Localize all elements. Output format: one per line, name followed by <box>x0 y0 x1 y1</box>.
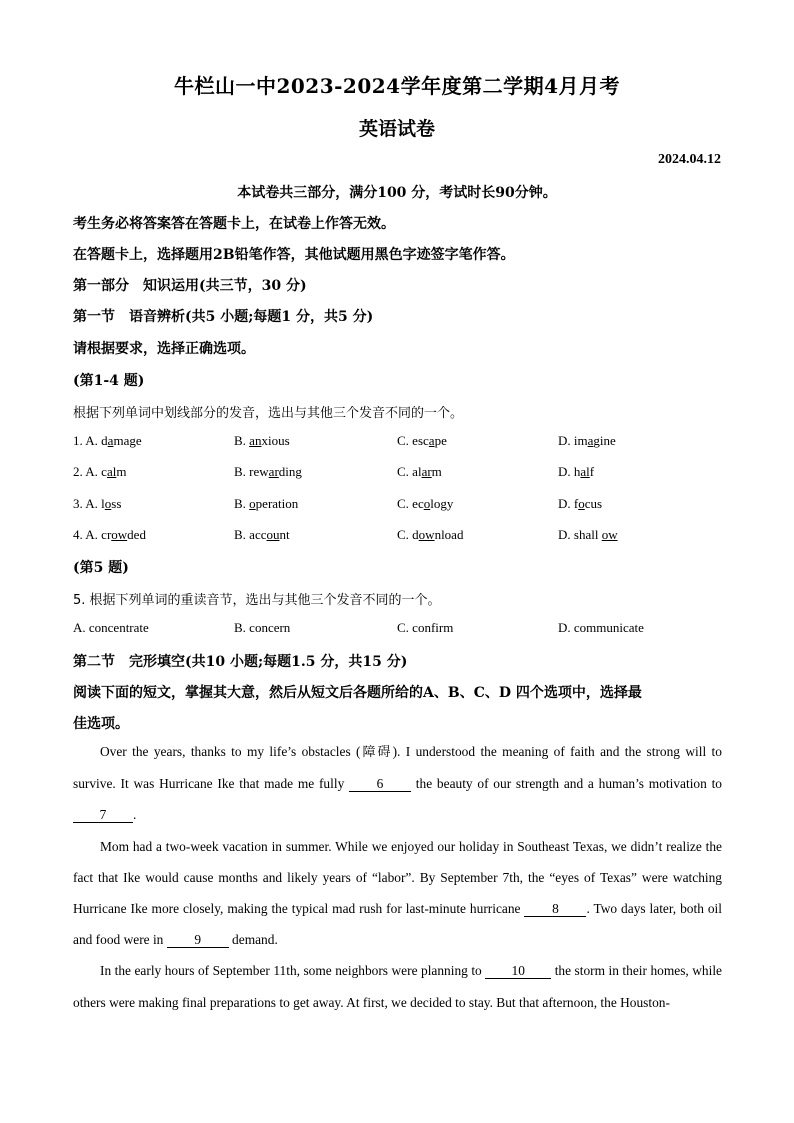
option-label: B. <box>234 433 250 448</box>
word-part: xious <box>261 433 290 448</box>
underlined-letters: a <box>587 433 594 448</box>
option-label: D. <box>558 527 574 542</box>
word-part: c <box>101 464 107 479</box>
exam-subtitle: 英语试卷 <box>358 118 435 140</box>
blank-6[interactable]: 6 <box>349 777 411 792</box>
underlined-letters: o <box>578 496 585 511</box>
word-part: im <box>573 433 588 448</box>
instruction-line-2: 考生务必将答案答在答题卡上，在试卷上作答无效。 <box>73 216 395 232</box>
word-part: al <box>412 464 422 479</box>
passage-text: . <box>133 807 137 823</box>
group2-label: (第5 题) <box>73 560 129 576</box>
word-part: cr <box>101 527 112 542</box>
group1-label: (第1-4 题) <box>73 373 145 389</box>
question-1-option-b <box>234 433 290 449</box>
word-part: h <box>573 464 581 479</box>
word-part: cus <box>584 496 603 511</box>
underlined-letters: o <box>104 496 112 511</box>
underlined-letters: o <box>423 496 431 511</box>
passage-gloss: 障碍 <box>360 745 393 760</box>
word-part: m <box>116 464 127 479</box>
option-label: D. <box>558 464 574 479</box>
option-label: C. <box>397 464 413 479</box>
question-1-option-c <box>397 433 447 449</box>
underlined-letters: al <box>106 464 117 479</box>
option-label: 1. A. <box>73 433 102 448</box>
option-label: 2. A. <box>73 464 102 479</box>
cloze-passage <box>73 736 722 1018</box>
passage-text: . Two days later, both oil and food were in <box>73 901 722 948</box>
instruction-line-1: 本试卷共三部分，满分100 分，考试时长90分钟。 <box>237 185 557 201</box>
question-2-option-a <box>73 464 126 480</box>
option-label: B. <box>234 464 250 479</box>
word-part: d <box>101 433 108 448</box>
passage-paragraph-1 <box>73 736 722 831</box>
passage-paragraph-3 <box>73 955 722 1017</box>
blank-9[interactable]: 9 <box>167 933 229 948</box>
underlined-letters: al <box>580 464 590 479</box>
passage-text: In the early hours of September 11th, some neighbors were planning to <box>100 963 486 979</box>
group1-instruction: 根据下列单词中划线部分的发音，选出与其他三个发音不同的一个。 <box>73 406 464 421</box>
question-3-option-d <box>558 496 602 512</box>
underlined-letters: an <box>249 433 262 448</box>
blank-10[interactable]: 10 <box>485 964 551 979</box>
word-part: f <box>573 496 579 511</box>
option-label: 4. A. <box>73 527 102 542</box>
word-part: ded <box>127 527 146 542</box>
exam-title: 牛栏山一中2023-2024学年度第二学期4月月考 <box>173 74 621 98</box>
q5-option-a: A. concentrate <box>73 620 149 635</box>
passage-paragraph-2 <box>73 831 722 956</box>
passage-text: ). I understood the meaning of faith and the strong will to survive. It was Hurricane Ike that made me fully <box>73 744 722 792</box>
section2-directions-1: 阅读下面的短文，掌握其大意，然后从短文后各题所给的A、B、C、D 四个选项中，选择最 <box>73 685 642 701</box>
passage-text: the beauty of our strength and a human’s motivation to <box>411 776 722 792</box>
word-part: acc <box>249 527 267 542</box>
question-2-option-b <box>234 464 302 480</box>
question-3-option-c <box>397 496 453 512</box>
word-part: peration <box>255 496 299 511</box>
word-part: rew <box>249 464 269 479</box>
question-2-option-d <box>558 464 594 480</box>
word-part: d <box>412 527 419 542</box>
underlined-letters: ou <box>266 527 280 542</box>
underlined-letters: a <box>107 433 114 448</box>
passage-text: Over the years, thanks to my life’s obstacles ( <box>100 744 361 759</box>
section2-directions-2: 佳选项。 <box>73 716 129 732</box>
section1-heading: 第一节 语音辨析(共5 小题;每题1 分，共5 分) <box>73 309 374 325</box>
section2-heading: 第二节 完形填空(共10 小题;每题1.5 分，共15 分) <box>73 654 408 670</box>
question-3-option-b <box>234 496 298 512</box>
section1-directions: 请根据要求，选择正确选项。 <box>73 341 255 357</box>
question-4-option-d <box>558 527 618 543</box>
q5-option-d: D. communicate <box>558 620 644 635</box>
word-part: ec <box>412 496 424 511</box>
option-label: D. <box>558 496 574 511</box>
option-label: C. <box>397 433 413 448</box>
part1-heading: 第一部分 知识运用(共三节，30 分) <box>73 278 307 294</box>
option-label: C. <box>397 527 413 542</box>
passage-text: Mom had a two-week vacation in summer. While we enjoyed our holiday in Southeast Texas, we didn’t realize the fact that Ike would cause months and likely years of “labor”. By September 7th, the “eyes of Texas” were watching Hurricane Ike more closely, making the typical mad rush for last-minute hurricane <box>73 838 722 917</box>
option-label: B. <box>234 527 250 542</box>
group2-instruction: 5. 根据下列单词的重读音节，选出与其他三个发音不同的一个。 <box>73 593 441 608</box>
option-label: 3. A. <box>73 496 102 511</box>
underlined-letters: o <box>249 496 256 511</box>
question-1-option-d <box>558 433 616 449</box>
word-part: nt <box>279 527 290 542</box>
exam-date: 2024.04.12 <box>658 152 721 167</box>
option-label: D. <box>558 433 574 448</box>
word-part: ss <box>111 496 122 511</box>
underlined-letters: ow <box>111 527 128 542</box>
word-part: pe <box>434 433 447 448</box>
word-part: ding <box>278 464 302 479</box>
underlined-letters: a <box>428 433 435 448</box>
question-4-option-a <box>73 527 146 543</box>
word-part: esc <box>412 433 429 448</box>
blank-8[interactable]: 8 <box>524 902 586 917</box>
underlined-letters: ar <box>421 464 432 479</box>
word-part: logy <box>430 496 454 511</box>
question-2-option-c <box>397 464 442 480</box>
underlined-letters: ar <box>268 464 279 479</box>
question-3-option-a <box>73 496 121 512</box>
word-part: shall <box>573 527 602 542</box>
underlined-letters: ow <box>418 527 435 542</box>
question-1-option-a <box>73 433 142 449</box>
question-4-option-c <box>397 527 463 543</box>
option-label: C. <box>397 496 413 511</box>
word-part: mage <box>113 433 142 448</box>
word-part: nload <box>434 527 464 542</box>
blank-7[interactable]: 7 <box>73 808 133 823</box>
word-part: gine <box>593 433 616 448</box>
q5-option-c: C. confirm <box>397 620 454 635</box>
passage-text: demand. <box>228 932 278 948</box>
instruction-line-3: 在答题卡上，选择题用2B铅笔作答，其他试题用黑色字迹签字笔作答。 <box>73 247 515 263</box>
q5-option-b: B. concern <box>234 620 291 635</box>
word-part: l <box>101 496 105 511</box>
word-part: m <box>431 464 442 479</box>
word-part: f <box>589 464 595 479</box>
passage-text: the storm in their homes, while others were making final preparations to get away. At first, we decided to stay. But that afternoon, the Houston- <box>73 963 722 1010</box>
option-label: B. <box>234 496 250 511</box>
underlined-letters: ow <box>601 527 618 542</box>
question-4-option-b <box>234 527 290 543</box>
